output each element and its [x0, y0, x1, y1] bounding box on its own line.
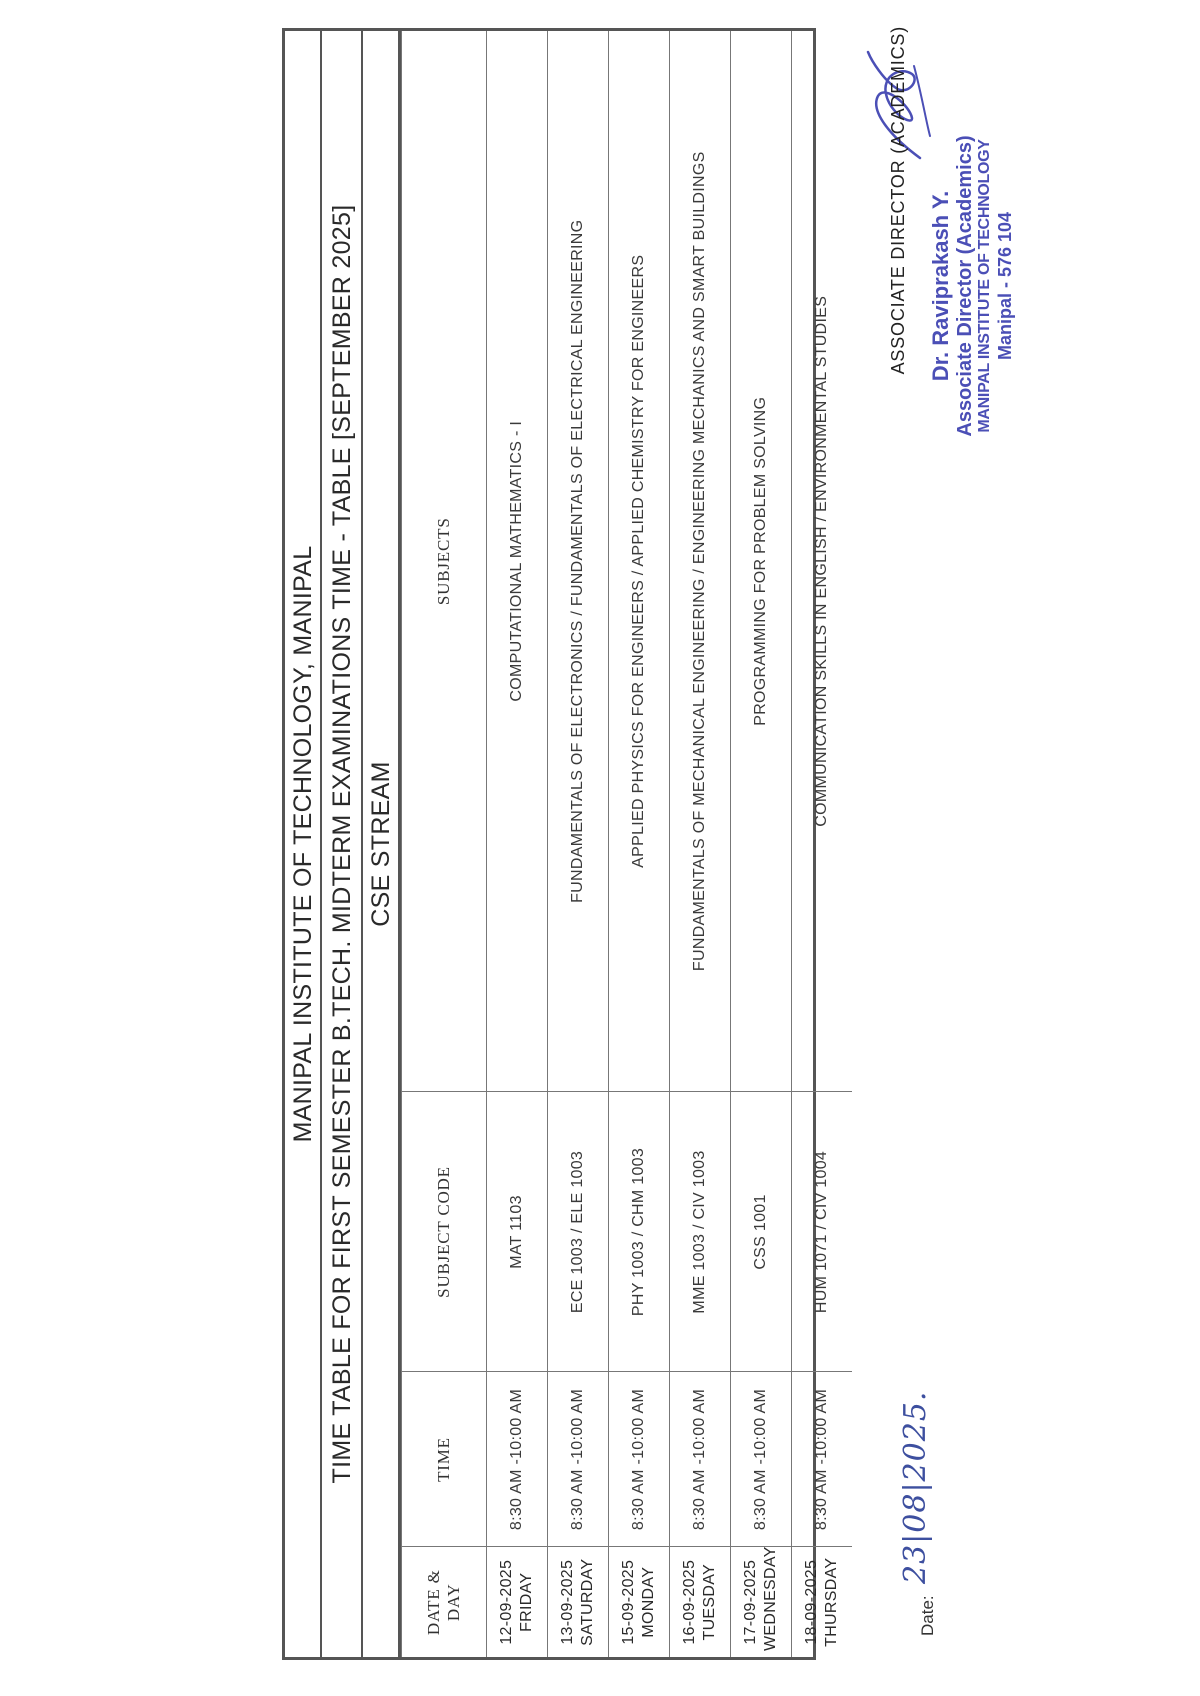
stream-label: CSE STREAM — [363, 31, 401, 1657]
subject-code-cell: MME 1003 / CIV 1003 — [670, 1092, 731, 1372]
date-day-cell — [731, 1547, 792, 1657]
exam-date: 15-09-2025 — [620, 1559, 637, 1645]
stamp-city: Manipal - 576 104 — [995, 211, 1015, 361]
header-subjects: SUBJECTS — [402, 31, 487, 1092]
exam-day: FRIDAY — [518, 1572, 535, 1632]
official-stamp — [928, 26, 1016, 546]
header-subject-code: SUBJECT CODE — [402, 1092, 487, 1372]
stamp-institute: MANIPAL INSTITUTE OF TECHNOLOGY — [976, 139, 993, 433]
exam-date: 16-09-2025 — [681, 1559, 698, 1645]
exam-day: MONDAY — [640, 1566, 657, 1638]
exam-date: 13-09-2025 — [559, 1559, 576, 1645]
exam-day: THURSDAY — [823, 1557, 840, 1647]
date-day-cell — [548, 1547, 609, 1657]
subject-name-cell: COMMUNICATION SKILLS IN ENGLISH / ENVIRONMENTAL STUDIES — [792, 31, 853, 1092]
date-day-cell — [609, 1547, 670, 1657]
subject-code-cell: CSS 1001 — [731, 1092, 792, 1372]
timetable-subtitle: TIME TABLE FOR FIRST SEMESTER B.TECH. MIDTERM EXAMINATIONS TIME - TABLE [SEPTEMBER 2025] — [322, 31, 363, 1657]
date-label: Date: — [918, 1595, 937, 1636]
exam-day: WEDNESDAY — [762, 1546, 779, 1651]
time-cell: 8:30 AM -10:00 AM — [731, 1372, 792, 1547]
exam-date: 12-09-2025 — [498, 1559, 515, 1645]
timetable-frame — [282, 28, 840, 1660]
subject-code-cell: MAT 1103 — [487, 1092, 548, 1372]
table-header-row — [402, 31, 487, 1657]
subject-code-cell: HUM 1071 / CIV 1004 — [792, 1092, 853, 1372]
date-day-cell — [792, 1547, 853, 1657]
table-row — [548, 31, 609, 1657]
handwritten-date: 23|08|2025. — [898, 1390, 933, 1584]
time-cell: 8:30 AM -10:00 AM — [487, 1372, 548, 1547]
subject-name-cell: COMPUTATIONAL MATHEMATICS - I — [487, 31, 548, 1092]
signature-block — [878, 26, 1078, 586]
exam-day: TUESDAY — [701, 1564, 718, 1641]
stamp-role: Associate Director (Academics) — [954, 135, 976, 437]
table-row — [670, 31, 731, 1657]
subject-code-cell: ECE 1003 / ELE 1003 — [548, 1092, 609, 1372]
exam-date: 17-09-2025 — [742, 1559, 759, 1645]
subject-code-cell: PHY 1003 / CHM 1003 — [609, 1092, 670, 1372]
subject-name-cell: FUNDAMENTALS OF ELECTRONICS / FUNDAMENTALS OF ELECTRICAL ENGINEERING — [548, 31, 609, 1092]
institute-title: MANIPAL INSTITUTE OF TECHNOLOGY, MANIPAL — [285, 31, 322, 1657]
header-time: TIME — [402, 1372, 487, 1547]
table-row — [609, 31, 670, 1657]
exam-day: SATURDAY — [579, 1558, 596, 1646]
issue-date — [888, 1356, 958, 1636]
time-cell: 8:30 AM -10:00 AM — [548, 1372, 609, 1547]
subject-name-cell: FUNDAMENTALS OF MECHANICAL ENGINEERING / ENGINEERING MECHANICS AND SMART BUILDINGS — [670, 31, 731, 1092]
subject-name-cell: PROGRAMMING FOR PROBLEM SOLVING — [731, 31, 792, 1092]
exam-date: 18-09-2025 — [803, 1559, 820, 1645]
signatory-title: ASSOCIATE DIRECTOR (ACADEMICS) — [888, 26, 908, 375]
date-day-cell — [487, 1547, 548, 1657]
exam-timetable — [401, 31, 852, 1657]
table-row — [792, 31, 853, 1657]
table-row — [487, 31, 548, 1657]
header-date-day: DATE & DAY — [402, 1547, 487, 1657]
stamp-name: Dr. Raviprakash Y. — [928, 190, 953, 382]
time-cell: 8:30 AM -10:00 AM — [609, 1372, 670, 1547]
date-day-cell — [670, 1547, 731, 1657]
subject-name-cell: APPLIED PHYSICS FOR ENGINEERS / APPLIED CHEMISTRY FOR ENGINEERS — [609, 31, 670, 1092]
table-row — [731, 31, 792, 1657]
time-cell: 8:30 AM -10:00 AM — [792, 1372, 853, 1547]
time-cell: 8:30 AM -10:00 AM — [670, 1372, 731, 1547]
